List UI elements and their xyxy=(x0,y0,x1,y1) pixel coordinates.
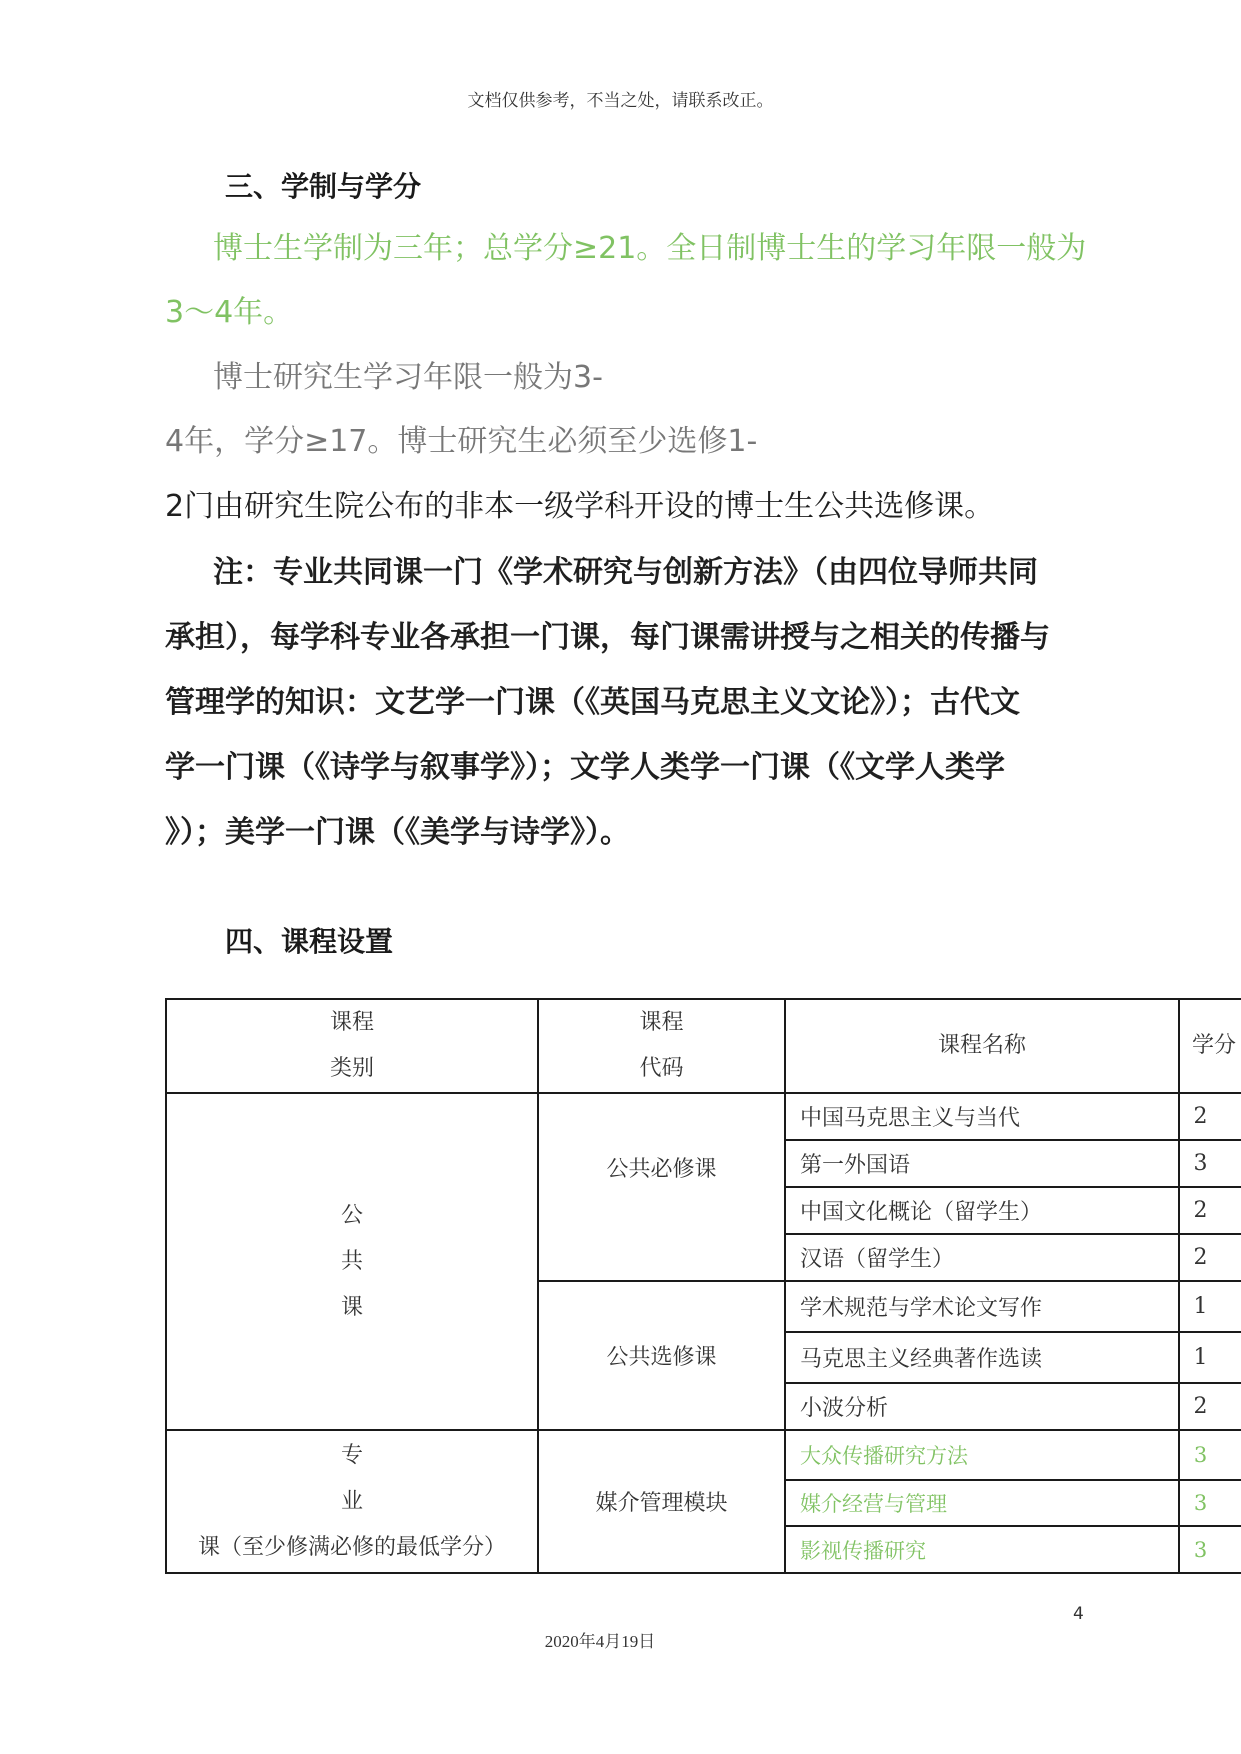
course-credit: 2 xyxy=(1179,1234,1241,1281)
category-line: 课（至少修满必修的最低学分） xyxy=(197,1534,506,1560)
category-public xyxy=(166,1093,538,1430)
course-name: 学术规范与学术论文写作 xyxy=(785,1281,1179,1332)
category-line: 课 xyxy=(340,1294,363,1320)
course-name: 汉语（留学生） xyxy=(785,1234,1179,1281)
table-header-row xyxy=(166,999,1241,1093)
table-row xyxy=(166,1093,1241,1140)
course-name: 媒介经营与管理 xyxy=(785,1480,1179,1526)
subgroup-media-management: 媒介管理模块 xyxy=(538,1430,785,1573)
header-category-line: 课程 xyxy=(329,1010,374,1035)
paragraph-line: 博士研究生学习年限一般为3- xyxy=(213,360,603,395)
course-credit: 3 xyxy=(1179,1526,1241,1573)
course-name: 第一外国语 xyxy=(785,1140,1179,1187)
subgroup-public-elective: 公共选修课 xyxy=(538,1281,785,1430)
page-number: 4 xyxy=(1073,1604,1084,1624)
header-code xyxy=(538,999,785,1093)
course-name: 中国文化概论（留学生） xyxy=(785,1187,1179,1234)
category-line: 业 xyxy=(340,1488,363,1514)
course-name: 马克思主义经典著作选读 xyxy=(785,1332,1179,1383)
header-credit: 学分 xyxy=(1179,999,1241,1093)
section-4-heading: 四、课程设置 xyxy=(225,925,394,958)
category-line: 专 xyxy=(340,1442,363,1468)
course-name: 影视传播研究 xyxy=(785,1526,1179,1573)
paragraph-line: 4年，学分≥17。博士研究生必须至少选修1- xyxy=(165,424,758,459)
course-name: 小波分析 xyxy=(785,1383,1179,1430)
header-category-line: 类别 xyxy=(329,1056,374,1081)
header-category xyxy=(166,999,538,1093)
course-name: 中国马克思主义与当代 xyxy=(785,1093,1179,1140)
paragraph-line: 博士生学制为三年；总学分≥21。全日制博士生的学习年限一般为 xyxy=(213,231,1087,266)
footer-date: 2020年4月19日 xyxy=(544,1632,656,1651)
course-credit: 2 xyxy=(1179,1383,1241,1430)
course-table xyxy=(165,998,1241,1574)
course-credit: 1 xyxy=(1179,1332,1241,1383)
header-code-line: 代码 xyxy=(639,1056,684,1081)
subgroup-public-required: 公共必修课 xyxy=(538,1093,785,1281)
category-major xyxy=(166,1430,538,1573)
note-line: 注：专业共同课一门《学术研究与创新方法》（由四位导师共同 xyxy=(213,555,1038,590)
category-line: 共 xyxy=(340,1248,363,1274)
table-row xyxy=(166,1430,1241,1480)
course-credit: 1 xyxy=(1179,1281,1241,1332)
category-line: 公 xyxy=(340,1202,363,1228)
course-credit: 3 xyxy=(1179,1140,1241,1187)
paragraph-line: 3～4年。 xyxy=(165,295,294,330)
course-credit: 3 xyxy=(1179,1430,1241,1480)
section-3-heading: 三、学制与学分 xyxy=(225,170,422,203)
page-header-note: 文档仅供参考，不当之处，请联系改正。 xyxy=(467,91,774,111)
header-course-name: 课程名称 xyxy=(785,999,1179,1093)
course-credit: 3 xyxy=(1179,1480,1241,1526)
paragraph-line: 2门由研究生院公布的非本一级学科开设的博士生公共选修课。 xyxy=(165,489,995,524)
course-credit: 2 xyxy=(1179,1187,1241,1234)
note-line: 承担），每学科专业各承担一门课，每门课需讲授与之相关的传播与 xyxy=(165,620,1050,655)
note-line: 》）；美学一门课（《美学与诗学》）。 xyxy=(165,815,630,850)
course-name: 大众传播研究方法 xyxy=(785,1430,1179,1480)
note-line: 学一门课（《诗学与叙事学》）；文学人类学一门课（《文学人类学 xyxy=(165,750,1005,785)
course-credit: 2 xyxy=(1179,1093,1241,1140)
note-line: 管理学的知识：文艺学一门课（《英国马克思主义文论》）；古代文 xyxy=(165,685,1020,720)
header-code-line: 课程 xyxy=(639,1010,684,1035)
